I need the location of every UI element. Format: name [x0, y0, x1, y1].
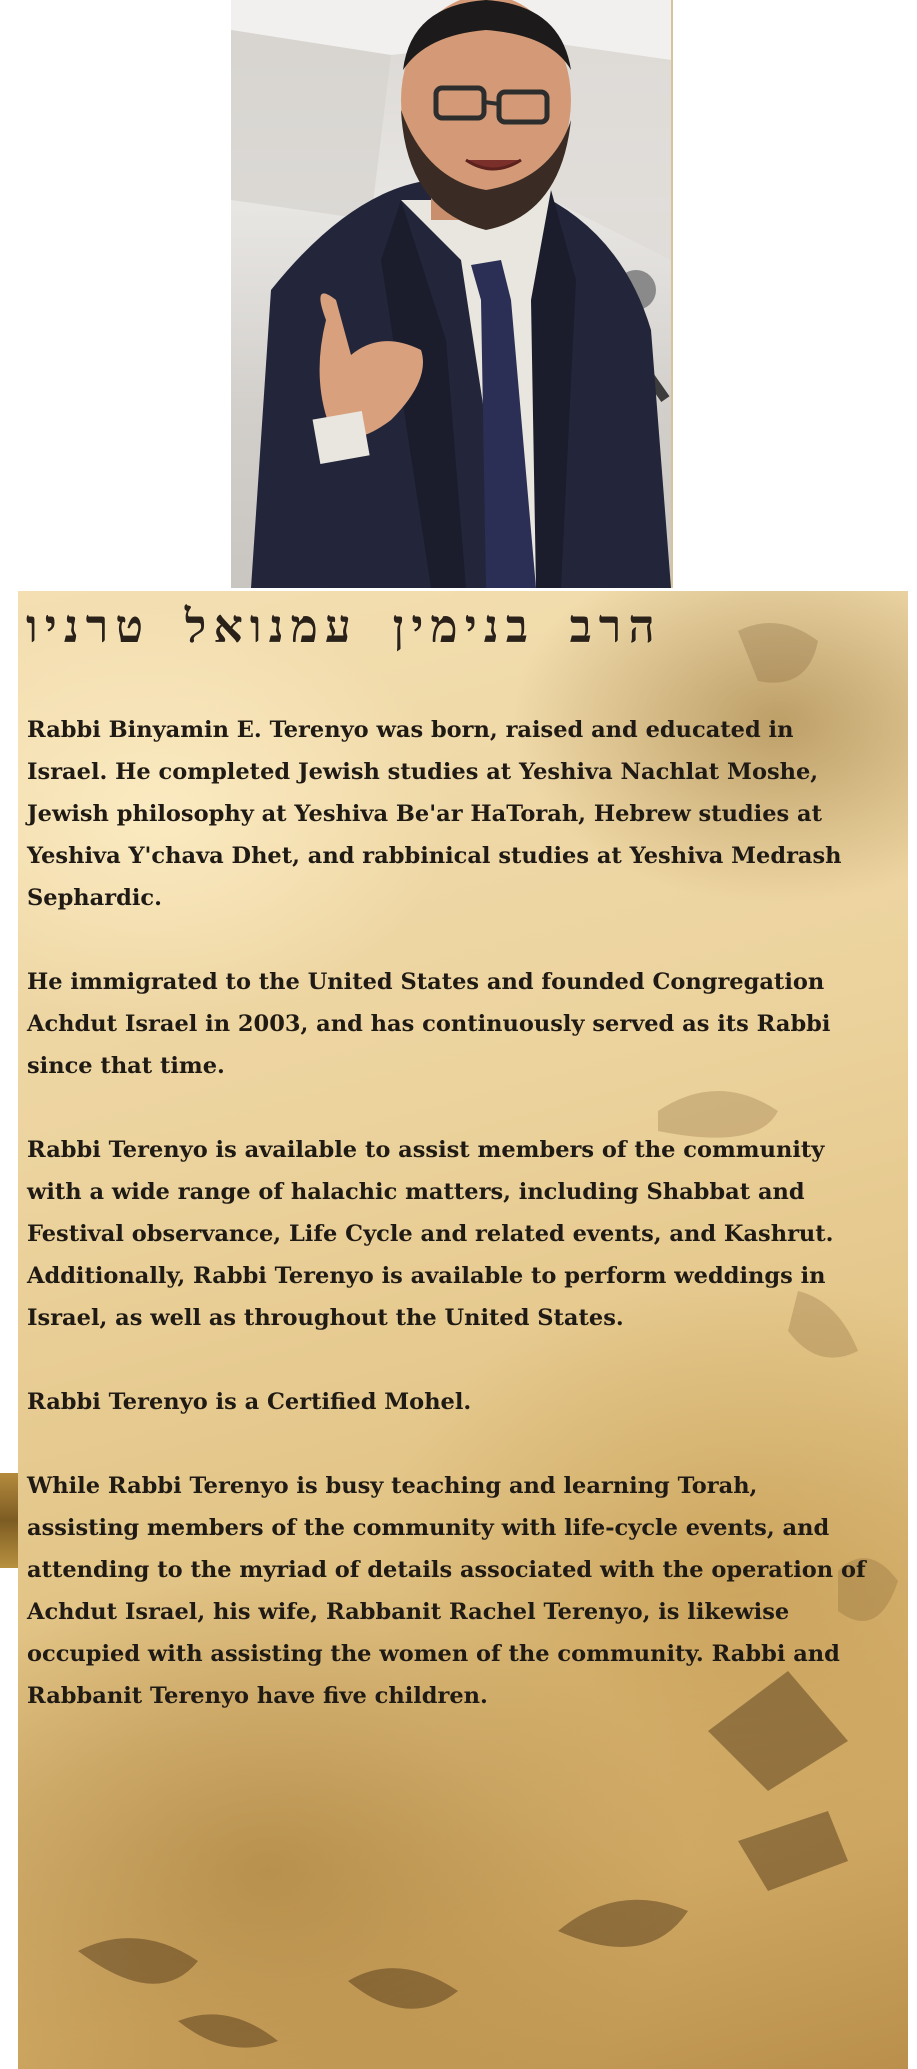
rabbi-portrait-photo [231, 0, 673, 588]
bio-paragraph-family: While Rabbi Terenyo is busy teaching and learning Torah, assisting members of the community with life-cycle events, and attending to the myriad of details associated with the operation of Achdut Israel, his wife, Rabbanit Rachel Terenyo, is likewise occupied with assisting the women of the community. Rabbi and Rabbanit Terenyo have five children. [27, 1473, 866, 1709]
portrait-photo-icon [231, 0, 671, 588]
bio-paragraph-immigration: He immigrated to the United States and founded Congregation Achdut Israel in 2003, and has continuously served as its Rabbi since that time. [27, 969, 831, 1079]
bio-paragraph-services: Rabbi Terenyo is available to assist members of the community with a wide range of halachic matters, including Shabbat and Festival observance, Life Cycle and related events, and Kashrut. Additionally, Rabbi Terenyo is available to perform weddings in Israel, as well as throughout the United States. [27, 1137, 834, 1331]
hebrew-name-title: הרב בנימין עמנואל טרניו [26, 599, 662, 653]
bio-paragraph-mohel: Rabbi Terenyo is a Certified Mohel. [27, 1389, 472, 1415]
bio-panel [18, 591, 908, 2069]
bio-text [27, 709, 872, 1759]
side-decoration [0, 1473, 18, 1568]
bio-paragraph-education: Rabbi Binyamin E. Terenyo was born, raised and educated in Israel. He completed Jewish studies at Yeshiva Nachlat Moshe, Jewish philosophy at Yeshiva Be'ar HaTorah, Hebrew studies at Yeshiva Y'chava Dhet, and rabbinical studies at Yeshiva Medrash Sephardic. [27, 717, 842, 911]
